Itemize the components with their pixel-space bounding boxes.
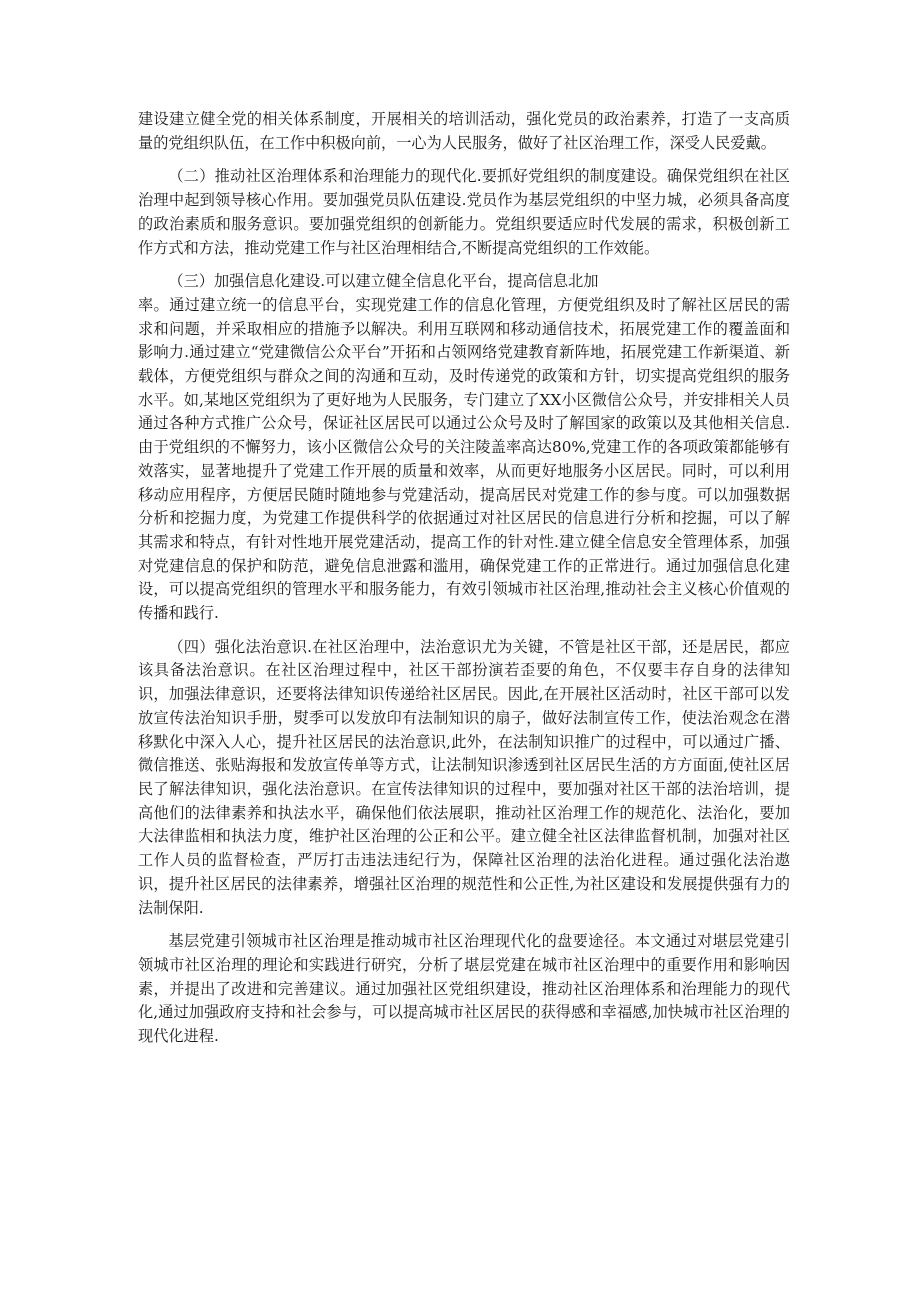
- paragraph-section-four: （四）强化法治意识.在社区治理中，法治意识尤为关键，不管是社区干部，还是居民，都应该具备法治意识。在社区治理过程中，社区干部扮演若歪要的角色，不仅要丰存自身的法律知识，加强法律意识，还要将法律知识传递给社区居民。因此,在开展社区活动时，社区干部可以发放宣传法治知识手册，熨季可以发放印有法制知识的扇子，做好法制宣传工作，使法治观念在潜移默化中深入人心，提升社区居民的法治意识,此外，在法制知识推广的过程中，可以通过广播、微信推送、张贴海报和发放宣传单等方式，让法制知识渗透到社区居民生活的方方面面,使社区居民了解法律知识，强化法治意识。在宣传法律知识的过程中，要加强对社区干部的法治培训，提高他们的法律素养和执法水平，确保他们依法展职，推动社区治理工作的规范化、法治化，要加大法律监相和执法力度，维护社区治理的公正和公平。建立健全社区法律监督机制，加强对社区工作人员的监督检查，严厉打击违法违纪行为，保障社区治理的法治化进程。通过强化法治遨识，提升社区居民的法律素养，增强社区治理的规范性和公正性,为社区建设和发展提供强有力的法制保阳.: [138, 637, 790, 917]
- document-body: [138, 108, 790, 1059]
- paragraph-conclusion: 基层党建引领城市社区治理是推动城市社区治理现代化的盘要途径。本文通过对堪层党建引领城市社区治理的理论和实践进行研究，分析了堪层党建在城市社区治理中的重要作用和影响因素，并提出了改进和完善建议。通过加强社区党组织建设，推动社区治理体系和治理能力的现代化,通过加强政府支持和社会参与，可以提高城市社区居民的获得感和幸福感,加快城市社区治理的现代化进程.: [138, 932, 790, 1046]
- paragraph-party-system: 建设建立健全党的相关体系制度，开展相关的培训活动，强化党员的政治素养，打造了一支高质量的党组织队伍，在工作中积极向前，一心为人民服务，做好了社区治理工作，深受人民爱戴。: [138, 110, 790, 152]
- paragraph-section-two: （二）推动社区治理体系和治理能力的现代化.要抓好党组织的制度建设。确保党组织在社区治理中起到领导核心作用。要加强党员队伍建设.党员作为基层党组织的中坚力城，必须具备高度的政治素质和服务意识。要加强党组织的创新能力。党组织要适应时代发展的需求，积极创新工作方式和方法，推动党建工作与社区治理相结合,不断提高党组织的工作效能。: [138, 167, 790, 257]
- paragraph-section-three-body: 率。通过建立统一的信息平台，实现党建工作的信息化管理，方便党组织及时了解社区居民的需求和问题，并采取相应的措施予以解决。利用互联网和移动通信技术，拓展党建工作的覆盖面和影响力.通过建立“党建微信公众平台”开拓和占领网络党建教育新阵地，拓展党建工作新渠道、新载体，方便党组织与群众之间的沟通和互动，及时传递党的政策和方针，切实提高党组织的服务水平。如,某地区党组织为了更好地为人民服务，专门建立了XX小区微信公众号，并安排相关人员通过各种方式推广公众号，保证社区居民可以通过公众号及时了解国家的政策以及其他相关信息.由于党组织的不懈努力，该小区微信公众号的关注陵盖率高达80%,党建工作的各项政策都能够有效落实，显著地提升了党建工作开展的质量和效率，从而更好地服务小区居民。同时，可以利用移动应用程序，方便居民随时随地参与党建活动，提高居民对党建工作的参与度。可以加强数据分析和挖掘力度，为党建工作提供科学的依据通过对社区居民的信息进行分析和挖掘，可以了解其需求和特点，有针对性地开展党建活动，提高工作的针对性.建立健全信息安全管理体系，加强对党建信息的保护和防范，避免信息泄露和滥用，确保党建工作的正常进行。通过加强信息化建设，可以提高党组织的管理水平和服务能力，有效引领城市社区治理,推动社会主义核心价值观的传播和践行.: [138, 295, 790, 623]
- paragraph-section-three-heading: （三）加强信息化建设.可以建立健全信息化平台，提高信息北加: [168, 272, 599, 291]
